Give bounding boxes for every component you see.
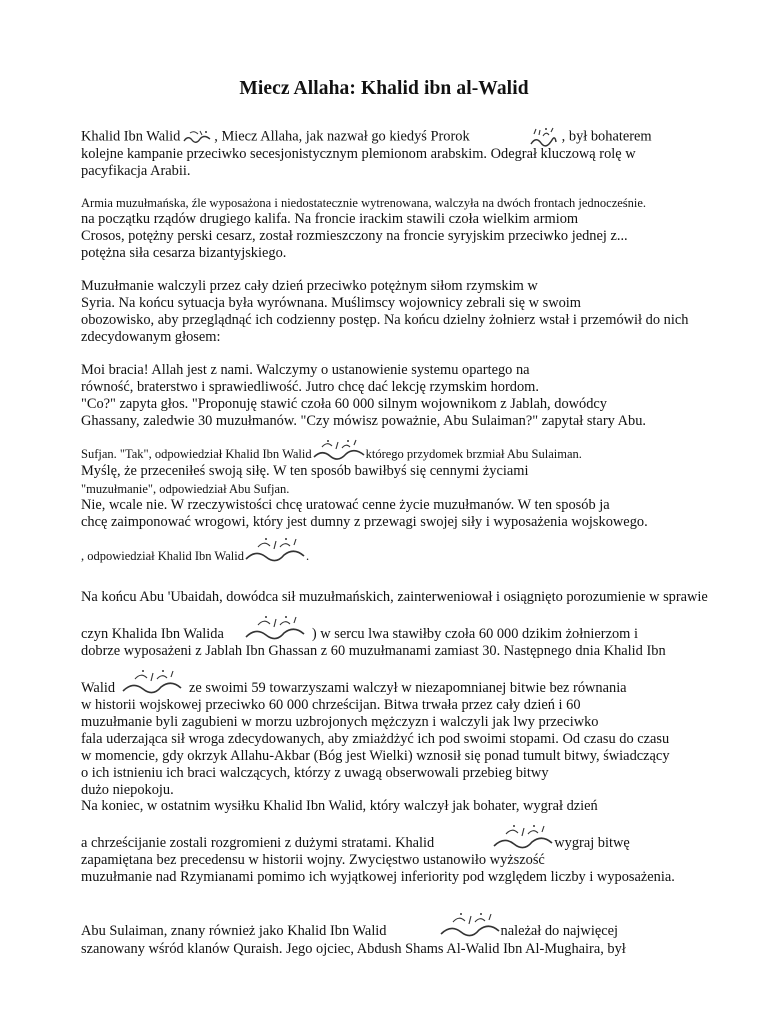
text-line: Sufjan. "Tak", odpowiedział Khalid Ibn Walid którego przydomek brzmiał Abu Sulaiman.	[81, 446, 582, 463]
text-line: dobrze wyposażeni z Jablah Ibn Ghassan z 60 muzułmanami zamiast 30. Następnego dnia Khalid Ibn	[81, 643, 666, 659]
text-line: równość, braterstwo i sprawiedliwość. Jutro chcę dać lekcję rzymskim hordom.	[81, 379, 539, 395]
text-line: Nie, wcale nie. W rzeczywistości chcę uratować cenne życie muzułmanów. W ten sposób ja	[81, 497, 610, 513]
text-line: Moi bracia! Allah jest z nami. Walczymy o ustanowienie systemu opartego na	[81, 362, 530, 378]
text-line: obozowisko, aby przeglądnąć ich codzienny postęp. Na końcu dzielny żołnierz wstał i przemówił do nich	[81, 312, 689, 328]
text-line: Crosos, potężny perski cesarz, został rozmieszczony na froncie syryjskim przeciwko jednej z...	[81, 228, 628, 244]
text-line: Na końcu Abu 'Ubaidah, dowódca sił muzułmańskich, zainterweniował i osiągnięto porozumienie w sprawie	[81, 589, 708, 605]
text-line: pacyfikacja Arabii.	[81, 163, 191, 179]
text-line: muzułmanie nad Rzymianami pomimo ich wyjątkowej inferiority pod względem liczby i wyposażenia.	[81, 869, 675, 885]
calligraphy-icon	[244, 613, 306, 643]
text-line: Muzułmanie walczyli przez cały dzień przeciwko potężnym siłom rzymskim w	[81, 278, 538, 294]
text-line: w historii wojskowej przeciwko 60 000 chrześcijan. Bitwa trwała przez cały dzień i 60	[81, 697, 581, 713]
text-line: zdecydowanym głosem:	[81, 329, 221, 345]
calligraphy-icon	[244, 535, 306, 565]
text-line: Ghassany, zaledwie 30 muzułmanów. "Czy mówisz poważnie, Abu Sulaiman?" zapytał stary Abu.	[81, 413, 646, 429]
text-line: Na koniec, w ostatnim wysiłku Khalid Ibn Walid, który walczył jak bohater, wygrał dzień	[81, 798, 598, 814]
calligraphy-icon	[312, 437, 366, 463]
calligraphy-icon	[439, 910, 501, 940]
text-line: Armia muzułmańska, źle wyposażona i niedostatecznie wytrenowana, walczyła na dwóch frontach jednocześnie.	[81, 196, 647, 210]
text-line: chcę zaimponować wrogowi, który jest dumny z przewagi swojej siły i wyposażenia wojskowego.	[81, 514, 648, 530]
text-line: muzułmanie byli zagubieni w morzu uzbrojonych mężczyzn i walczyli jak lwy przeciwko	[81, 714, 599, 730]
calligraphy-icon	[182, 128, 212, 146]
text-line: zapamiętana bez precedensu w historii wojny. Zwycięstwo ustanowiło wyższość	[81, 852, 545, 868]
text-line: kolejne kampanie przeciwko secesjonistycznym plemionom arabskim. Odegrał kluczową rolę w	[81, 146, 636, 162]
calligraphy-icon	[121, 667, 183, 697]
page-title: Miecz Allaha: Khalid ibn al-Walid	[239, 78, 529, 99]
text-line: Khalid Ibn Walid , Miecz Allaha, jak nazwał go kiedyś Prorok , był bohaterem	[81, 126, 652, 148]
text-line: czyn Khalida Ibn Walida ) w sercu lwa stawiłby czoła 60 000 dzikim żołnierzom i	[81, 626, 638, 643]
text-line: w momencie, gdy okrzyk Allahu-Akbar (Bóg jest Wielki) wznosił się ponad tumult bitwy, świadczący	[81, 748, 670, 764]
text-line: Walid ze swoimi 59 towarzyszami walczył w niezapomnianej bitwie bez równania	[81, 680, 627, 697]
text-line: potężna siła cesarza bizantyjskiego.	[81, 245, 287, 261]
text-line: "muzułmanie", odpowiedział Abu Sufjan.	[81, 482, 290, 496]
text-line: dużo niepokoju.	[81, 782, 174, 798]
calligraphy-icon	[492, 822, 554, 852]
text-line: szanowany wśród klanów Quraish. Jego ojciec, Abdush Shams Al-Walid Ibn Al-Mughaira, był	[81, 941, 626, 957]
text-line: Abu Sulaiman, znany również jako Khalid Ibn Walid należał do najwięcej	[81, 923, 618, 940]
text-line: na początku rządów drugiego kalifa. Na froncie irackim stawili czoła wielkim armiom	[81, 211, 579, 227]
text-line: fala uderzająca sił wroga zdecydowanych, aby zmiażdżyć ich pod swoimi stopami. Od czasu do czasu	[81, 731, 670, 747]
calligraphy-icon	[528, 126, 558, 148]
text-line: a chrześcijanie zostali rozgromieni z dużymi stratami. Khalid wygraj bitwę	[81, 835, 630, 852]
text-line: o ich istnieniu ich braci walczących, którzy z uwagą obserwowali przebieg bitwy	[81, 765, 549, 781]
text-line: , odpowiedział Khalid Ibn Walid .	[81, 548, 309, 565]
text-line: "Co?" zapyta głos. "Proponuję stawić czoła 60 000 silnym wojownikom z Jablah, dowódcy	[81, 396, 608, 412]
text-line: Myślę, że przeceniłeś swoją siłę. W ten sposób bawiłbyś się cennymi życiami	[81, 463, 529, 479]
text-line: Syria. Na końcu sytuacja była wyrównana. Muślimscy wojownicy zebrali się w swoim	[81, 295, 581, 311]
